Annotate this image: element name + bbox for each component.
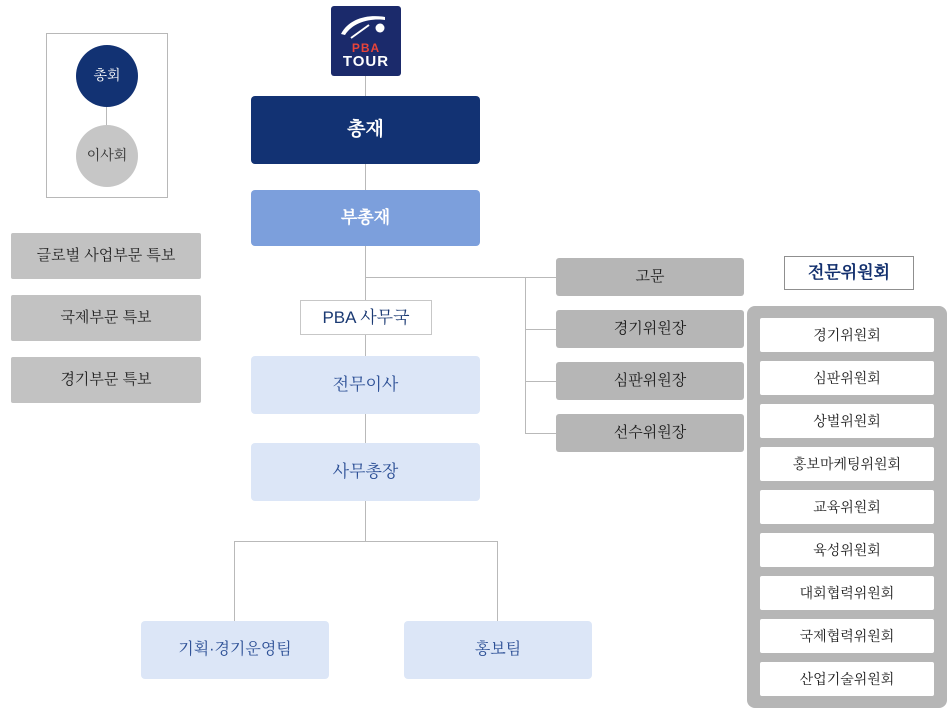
node-assembly[interactable]: 총회 (76, 45, 138, 107)
list-item[interactable]: 상벌위원회 (760, 404, 934, 438)
logo-text-tour: TOUR (342, 52, 390, 70)
list-item[interactable]: 산업기술위원회 (760, 662, 934, 696)
node-players-chair[interactable]: 선수위원장 (556, 414, 744, 452)
list-item[interactable]: 경기위원회 (760, 318, 934, 352)
node-secretary-general[interactable]: 사무총장 (251, 443, 480, 501)
connector-team1-drop (234, 541, 235, 621)
list-item[interactable]: 국제협력위원회 (760, 619, 934, 653)
list-item[interactable]: 대회협력위원회 (760, 576, 934, 610)
list-item[interactable]: 홍보마케팅위원회 (760, 447, 934, 481)
node-competition-chair[interactable]: 경기위원장 (556, 310, 744, 348)
connector-office-managing (365, 335, 366, 356)
node-vice-chairman[interactable]: 부총재 (251, 190, 480, 246)
list-item[interactable]: 심판위원회 (760, 361, 934, 395)
connector-chair-2 (525, 329, 556, 330)
node-board-of-directors[interactable]: 이사회 (76, 125, 138, 187)
connector-chair-1 (525, 277, 556, 278)
connector-secgen-down (365, 501, 366, 541)
pba-swoosh-icon (339, 14, 393, 40)
connector-team2-drop (497, 541, 498, 621)
connector-spine-to-right-bus (365, 277, 525, 278)
connector-chair-3 (525, 381, 556, 382)
node-advisor-competition[interactable]: 경기부문 특보 (11, 357, 201, 403)
node-advisor-international[interactable]: 국제부문 특보 (11, 295, 201, 341)
node-team-planning-operations[interactable]: 기획·경기운영팀 (141, 621, 329, 679)
logo-text-pba: PBA (351, 40, 381, 55)
connector-assembly-board (106, 105, 107, 127)
connector-chairman-vice (365, 164, 366, 190)
pba-tour-logo (331, 6, 401, 76)
node-pba-office[interactable]: PBA 사무국 (300, 300, 432, 335)
node-referee-chair[interactable]: 심판위원장 (556, 362, 744, 400)
connector-chair-4 (525, 433, 556, 434)
connector-right-vertical-bus (525, 277, 526, 433)
connector-teams-bus (234, 541, 497, 542)
connector-logo-chairman (365, 76, 366, 96)
committee-panel-title: 전문위원회 (784, 256, 914, 290)
node-managing-director[interactable]: 전무이사 (251, 356, 480, 414)
node-advisor-global-business[interactable]: 글로벌 사업부문 특보 (11, 233, 201, 279)
node-chairman[interactable]: 총재 (251, 96, 480, 164)
connector-vice-office (365, 246, 366, 300)
node-team-public-relations[interactable]: 홍보팀 (404, 621, 592, 679)
node-advisor-chair[interactable]: 고문 (556, 258, 744, 296)
list-item[interactable]: 육성위원회 (760, 533, 934, 567)
list-item[interactable]: 교육위원회 (760, 490, 934, 524)
connector-managing-secgen (365, 414, 366, 443)
committee-panel (747, 306, 947, 708)
